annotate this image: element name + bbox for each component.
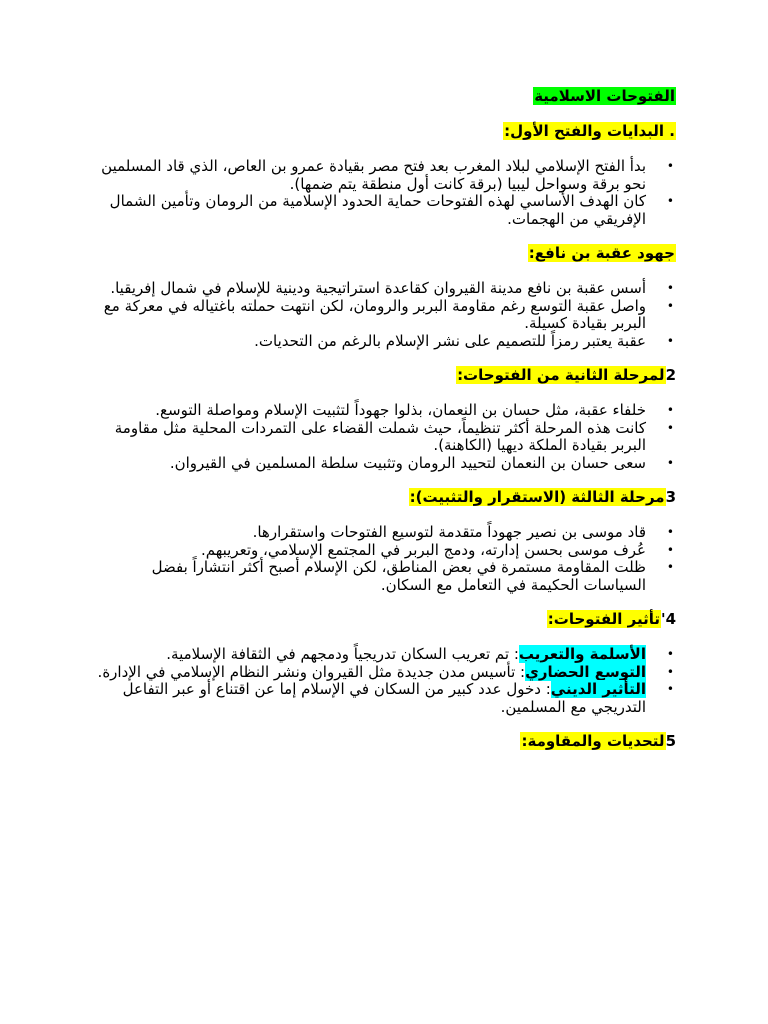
bullet-list-impact [92,646,676,716]
section-heading-challenges [92,731,676,751]
section-title: مرحلة الثالثة (الاستقرار والتثبيت): [409,488,665,506]
section-title: لمرحلة الثانية من الفتوحات: [457,366,665,384]
section-title: لتحديات والمقاومة: [521,732,665,750]
section-heading-uqba [92,243,676,263]
section-heading-second-phase [92,365,676,385]
list-item: • واصل عقبة التوسع رغم مقاومة البربر والرومان، لكن انتهت حملته باغتياله في معركة مع البربر بقيادة كسيلة. [92,298,646,333]
section-title: تأثير الفتوحات: [547,610,660,628]
section-number: 3 [665,488,676,506]
term-text: : تأسيس مدن جديدة مثل القيروان ونشر النظام الإسلامي في الإدارة. [97,662,526,681]
list-item [92,664,646,682]
document-page [92,86,676,751]
section-heading-impact [92,609,676,629]
section-heading-beginnings [92,121,676,141]
section-title: . البدايات والفتح الأول: [504,122,675,140]
list-item [92,646,646,664]
main-title [92,86,676,106]
bullet-list-third-phase [92,524,676,594]
list-item [92,681,646,716]
list-item: • عُرف موسى بحسن إدارته، ودمج البربر في المجتمع الإسلامي، وتعريبهم. [92,542,646,560]
section-number: 4' [660,610,676,628]
bullet-list-second-phase [92,402,676,472]
section-title: جهود عقبة بن نافع: [528,244,675,262]
list-item: • كانت هذه المرحلة أكثر تنظيماً، حيث شملت القضاء على التمردات المحلية مثل مقاومة البربر بقيادة الملكة ديهيا (الكاهنة). [92,420,646,455]
list-item: • قاد موسى بن نصير جهوداً متقدمة لتوسيع الفتوحات واستقرارها. [92,524,646,542]
section-heading-third-phase [92,487,676,507]
section-number: 2 [665,366,676,384]
bullet-list-uqba [92,280,676,350]
term-text: : تم تعريب السكان تدريجياً ودمجهم في الثقافة الإسلامية. [166,645,519,663]
main-title-text: الفتوحات الاسلامية [534,87,675,105]
list-item: • ظلت المقاومة مستمرة في بعض المناطق، لكن الإسلام أصبح أكثر انتشاراً بفضل السياسات الحكيمة في التعامل مع السكان. [92,559,646,594]
term-text: : دخول عدد كبير من السكان في الإسلام إما عن اقتناع أو عبر التفاعل التدريجي مع المسلمين. [122,680,646,716]
term-label: التأثير الديني [550,680,646,698]
list-item: • أسس عقبة بن نافع مدينة القيروان كقاعدة استراتيجية ودينية للإسلام في شمال إفريقيا. [92,280,646,298]
term-label: التوسع الحضاري [525,662,646,681]
list-item: • عقبة يعتبر رمزاً للتصميم على نشر الإسلام بالرغم من التحديات. [92,333,646,351]
section-number: 5 [665,732,676,750]
list-item: • كان الهدف الأساسي لهذه الفتوحات حماية الحدود الإسلامية من الرومان وتأمين الشمال الإفريقي من الهجمات. [92,193,646,228]
bullet-list-beginnings [92,158,676,228]
list-item: • بدأ الفتح الإسلامي لبلاد المغرب بعد فتح مصر بقيادة عمرو بن العاص، الذي قاد المسلمين نحو برقة وسواحل ليبيا (برقة كانت أول منطقة يتم ضمها). [92,158,646,193]
term-label: الأسلمة والتعريب [518,645,646,663]
list-item: • خلفاء عقبة، مثل حسان بن النعمان، بذلوا جهوداً لتثبيت الإسلام ومواصلة التوسع. [92,402,646,420]
list-item: • سعى حسان بن النعمان لتحييد الرومان وتثبيت سلطة المسلمين في القيروان. [92,455,646,473]
